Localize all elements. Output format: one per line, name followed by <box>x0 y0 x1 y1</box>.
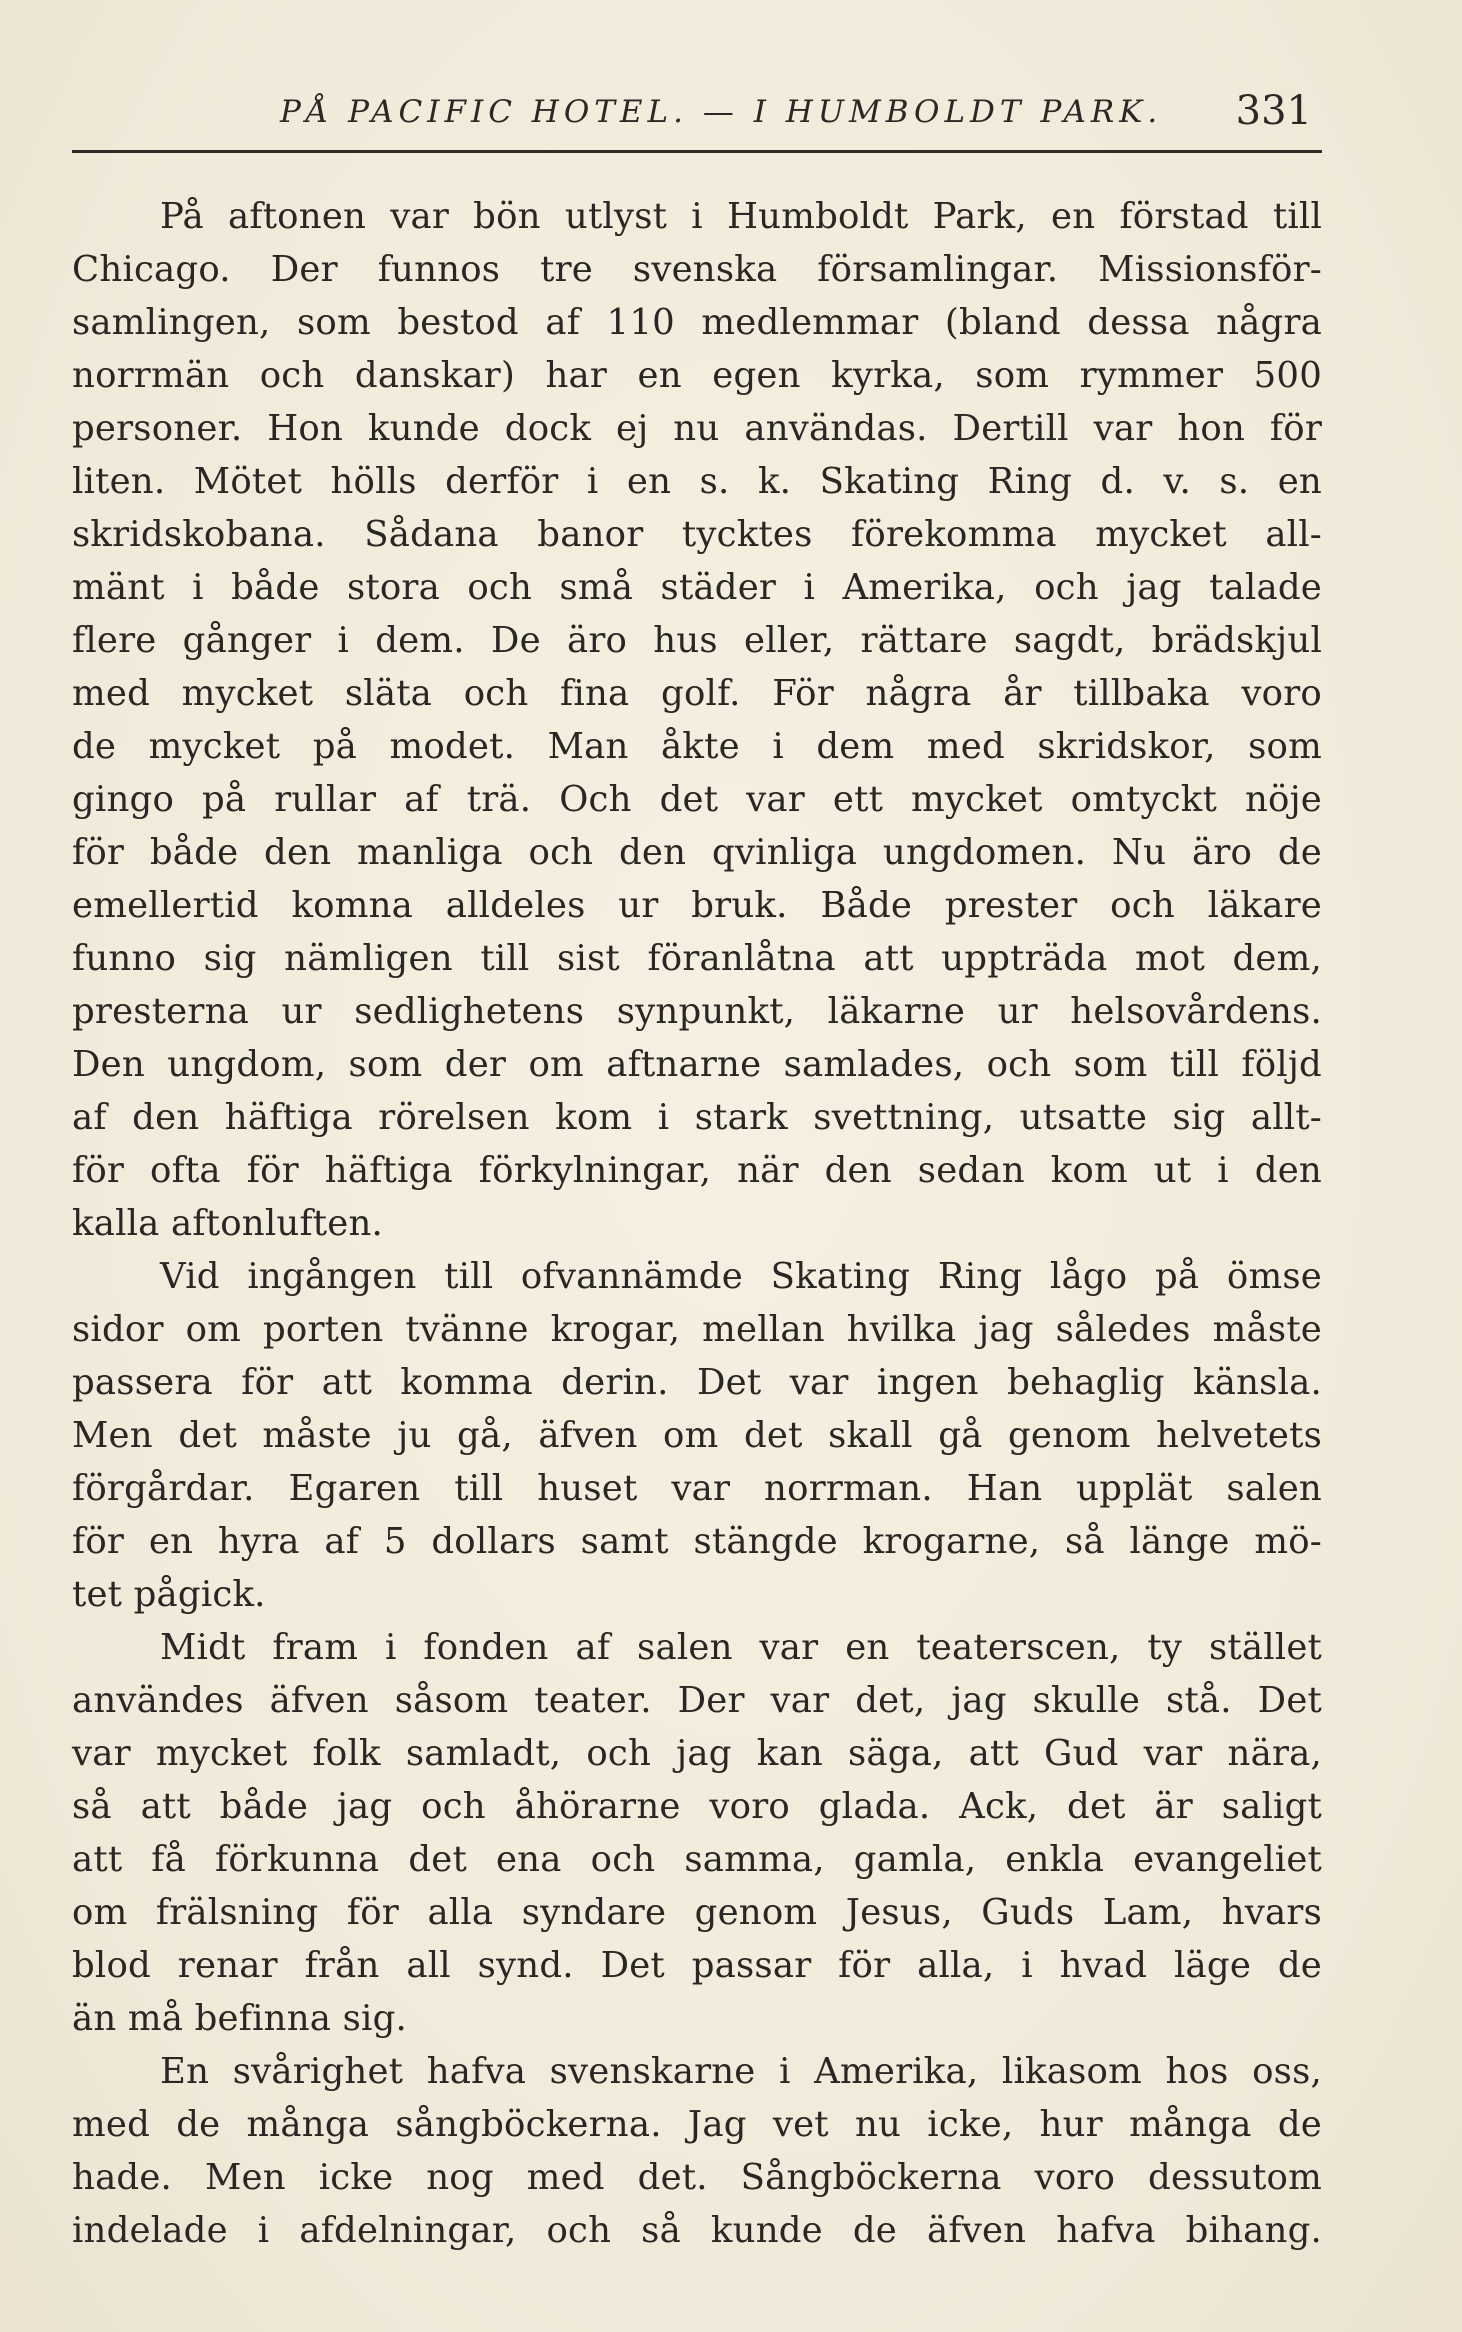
text-line: med de många sångböckerna. Jag vet nu icke, hur många de <box>72 2104 1322 2145</box>
text-line: hade. Men icke nog med det. Sångböckerna voro dessutom <box>72 2157 1322 2198</box>
running-title: PÅ PACIFIC HOTEL. — I HUMBOLDT PARK. <box>280 94 1163 130</box>
text-line: med mycket släta och fina golf. För några år tillbaka voro <box>72 673 1322 714</box>
text-line: Chicago. Der funnos tre svenska församlingar. Missionsför- <box>72 249 1322 290</box>
text-line: så att både jag och åhörarne voro glada. Ack, det är saligt <box>72 1786 1322 1827</box>
text-line: På aftonen var bön utlyst i Humboldt Park, en förstad till <box>160 196 1322 237</box>
text-line: Vid ingången till ofvannämde Skating Ring lågo på ömse <box>160 1256 1322 1297</box>
text-line: liten. Mötet hölls derför i en s. k. Skating Ring d. v. s. en <box>72 461 1322 502</box>
text-line: presterna ur sedlighetens synpunkt, läkarne ur helsovårdens. <box>72 991 1322 1032</box>
text-line: de mycket på modet. Man åkte i dem med skridskor, som <box>72 726 1322 767</box>
text-line: norrmän och danskar) har en egen kyrka, som rymmer 500 <box>72 355 1322 396</box>
text-line: förgårdar. Egaren till huset var norrman. Han upplät salen <box>72 1468 1322 1509</box>
text-line: tet pågick. <box>72 1574 266 1615</box>
text-line: mänt i både stora och små städer i Amerika, och jag talade <box>72 567 1322 608</box>
text-line: för ofta för häftiga förkylningar, när den sedan kom ut i den <box>72 1150 1322 1191</box>
text-line: emellertid komna alldeles ur bruk. Både prester och läkare <box>72 885 1322 926</box>
text-line: Men det måste ju gå, äfven om det skall gå genom helvetets <box>72 1415 1322 1456</box>
text-line: passera för att komma derin. Det var ingen behaglig känsla. <box>72 1362 1322 1403</box>
text-line: samlingen, som bestod af 110 medlemmar (bland dessa några <box>72 302 1322 343</box>
text-line: att få förkunna det ena och samma, gamla, enkla evangeliet <box>72 1839 1322 1880</box>
text-line: skridskobana. Sådana banor tycktes förekomma mycket all- <box>72 514 1322 555</box>
text-line: gingo på rullar af trä. Och det var ett mycket omtyckt nöje <box>72 779 1322 820</box>
text-line: blod renar från all synd. Det passar för alla, i hvad läge de <box>72 1945 1322 1986</box>
text-line: flere gånger i dem. De äro hus eller, rättare sagdt, brädskjul <box>72 620 1322 661</box>
text-line: om frälsning för alla syndare genom Jesus, Guds Lam, hvars <box>72 1892 1322 1933</box>
body-text <box>72 190 1322 2257</box>
header-rule <box>72 150 1322 153</box>
text-line: för både den manliga och den qvinliga ungdomen. Nu äro de <box>72 832 1322 873</box>
text-line: Den ungdom, som der om aftnarne samlades, och som till följd <box>72 1044 1322 1085</box>
page-header <box>70 88 1320 148</box>
text-line: af den häftiga rörelsen kom i stark svettning, utsatte sig allt- <box>72 1097 1322 1138</box>
text-line: personer. Hon kunde dock ej nu användas. Dertill var hon för <box>72 408 1322 449</box>
text-line: kalla aftonluften. <box>72 1203 384 1244</box>
text-line: sidor om porten tvänne krogar, mellan hvilka jag således måste <box>72 1309 1322 1350</box>
text-line: var mycket folk samladt, och jag kan säga, att Gud var nära, <box>72 1733 1322 1774</box>
text-line: En svårighet hafva svenskarne i Amerika, likasom hos oss, <box>160 2051 1322 2092</box>
text-line: användes äfven såsom teater. Der var det, jag skulle stå. Det <box>72 1680 1322 1721</box>
text-line: Midt fram i fonden af salen var en teaterscen, ty stället <box>160 1627 1322 1668</box>
text-line: funno sig nämligen till sist föranlåtna att uppträda mot dem, <box>72 938 1322 979</box>
text-line: för en hyra af 5 dollars samt stängde krogarne, så länge mö- <box>72 1521 1322 1562</box>
text-line: indelade i afdelningar, och så kunde de äfven hafva bihang. <box>72 2210 1322 2251</box>
text-line: än må befinna sig. <box>72 1998 408 2039</box>
page-number: 331 <box>1235 88 1312 134</box>
